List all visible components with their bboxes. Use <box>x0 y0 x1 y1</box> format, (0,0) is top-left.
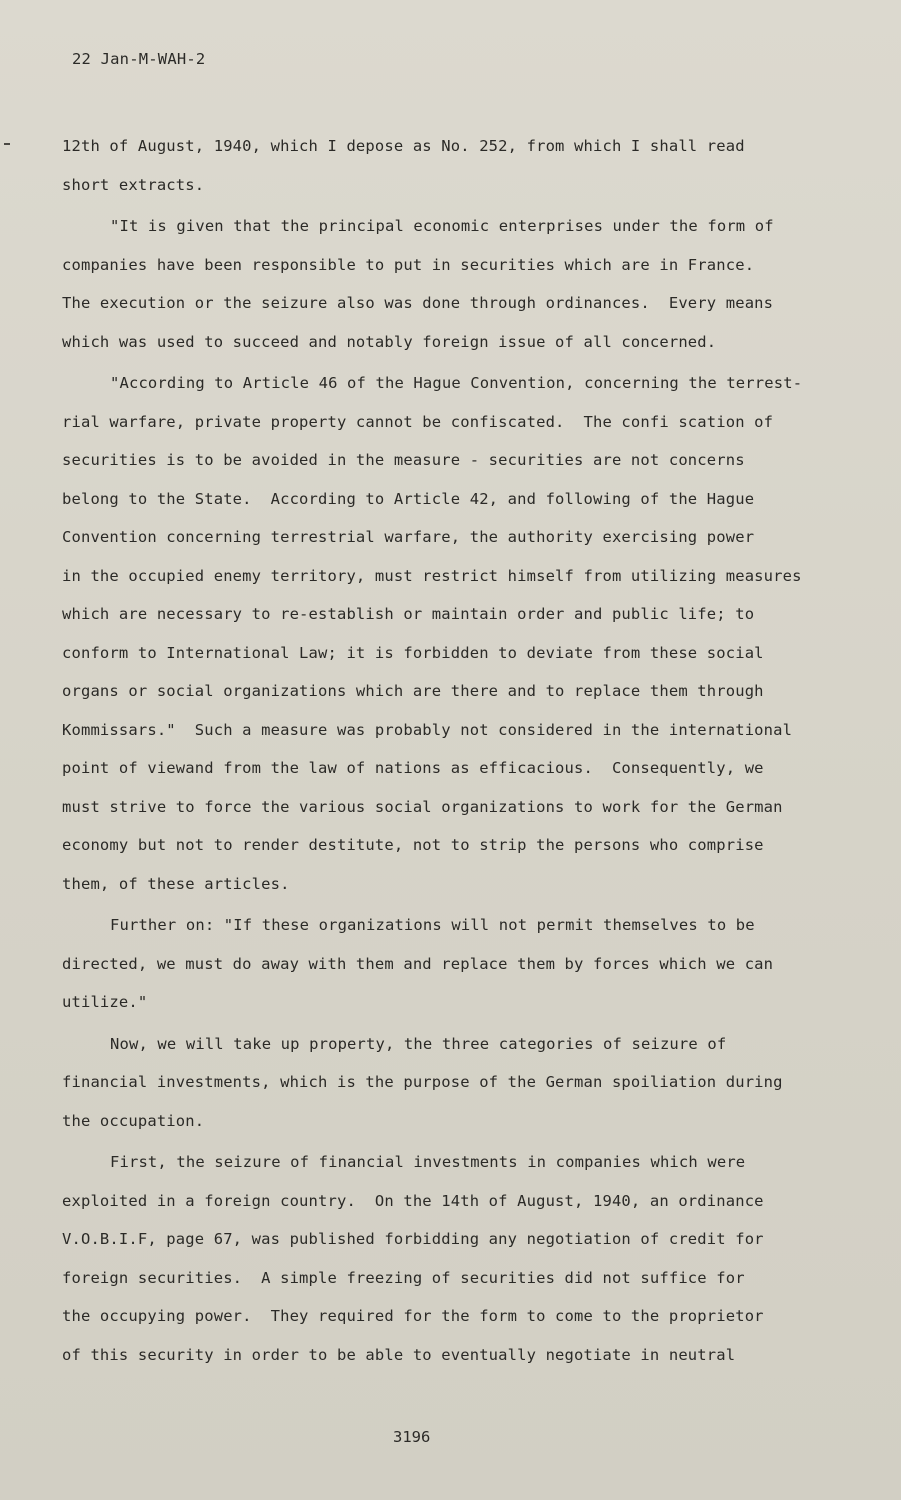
text-line: securities is to be avoided in the measure - securities are not concerns <box>62 451 745 469</box>
text-line: companies have been responsible to put in securities which are in France. <box>62 255 755 274</box>
text-line: the occupation. <box>62 1111 205 1130</box>
text-line: point of viewand from the law of nations as efficacious. Consequently, we <box>62 759 764 777</box>
text-line: "It is given that the principal economic enterprises under the form of <box>110 217 774 235</box>
text-line: Now, we will take up property, the three categories of seizure of <box>110 1034 727 1053</box>
text-line: V.O.B.I.F, page 67, was published forbidding any negotiation of credit for <box>62 1230 764 1248</box>
text-line: rial warfare, private property cannot be confiscated. The confi scation of <box>62 412 774 431</box>
text-line: foreign securities. A simple freezing of securities did not suffice for <box>62 1268 745 1287</box>
text-line: economy but not to render destitute, not to strip the persons who comprise <box>62 836 764 854</box>
text-line: the occupying power. They required for the form to come to the proprietor <box>62 1307 764 1325</box>
text-line: Convention concerning terrestrial warfare, the authority exercising power <box>62 528 755 546</box>
margin-mark <box>4 143 10 145</box>
text-line: organs or social organizations which are there and to replace them through <box>62 682 764 700</box>
text-line: them, of these articles. <box>62 874 290 893</box>
text-line: in the occupied enemy territory, must restrict himself from utilizing measures <box>62 566 802 585</box>
text-line: "According to Article 46 of the Hague Convention, concerning the terrest- <box>110 374 803 392</box>
text-line: must strive to force the various social organizations to work for the German <box>62 797 783 816</box>
text-line: First, the seizure of financial investments in companies which were <box>110 1153 746 1171</box>
text-line: directed, we must do away with them and replace them by forces which we can <box>62 954 774 973</box>
body-text <box>62 127 822 1374</box>
text-line: of this security in order to be able to eventually negotiate in neutral <box>62 1345 736 1364</box>
text-line: utilize." <box>62 993 148 1011</box>
text-line: which are necessary to re-establish or maintain order and public life; to <box>62 605 755 623</box>
text-line: financial investments, which is the purpose of the German spoiliation during <box>62 1073 783 1091</box>
text-line: exploited in a foreign country. On the 14th of August, 1940, an ordinance <box>62 1191 764 1210</box>
text-line: The execution or the seizure also was done through ordinances. Every means <box>62 294 774 312</box>
text-line: Kommissars." Such a measure was probably not considered in the international <box>62 720 793 739</box>
document-reference: 22 Jan-M-WAH-2 <box>72 50 206 68</box>
text-line: belong to the State. According to Article 42, and following of the Hague <box>62 489 755 508</box>
text-line: conform to International Law; it is forbidden to deviate from these social <box>62 643 764 662</box>
text-line: which was used to succeed and notably foreign issue of all concerned. <box>62 332 717 351</box>
page-number: 3196 <box>393 1428 431 1446</box>
text-line: short extracts. <box>62 175 205 194</box>
text-line: 12th of August, 1940, which I depose as No. 252, from which I shall read <box>62 137 745 155</box>
text-line: Further on: "If these organizations will not permit themselves to be <box>110 916 755 934</box>
